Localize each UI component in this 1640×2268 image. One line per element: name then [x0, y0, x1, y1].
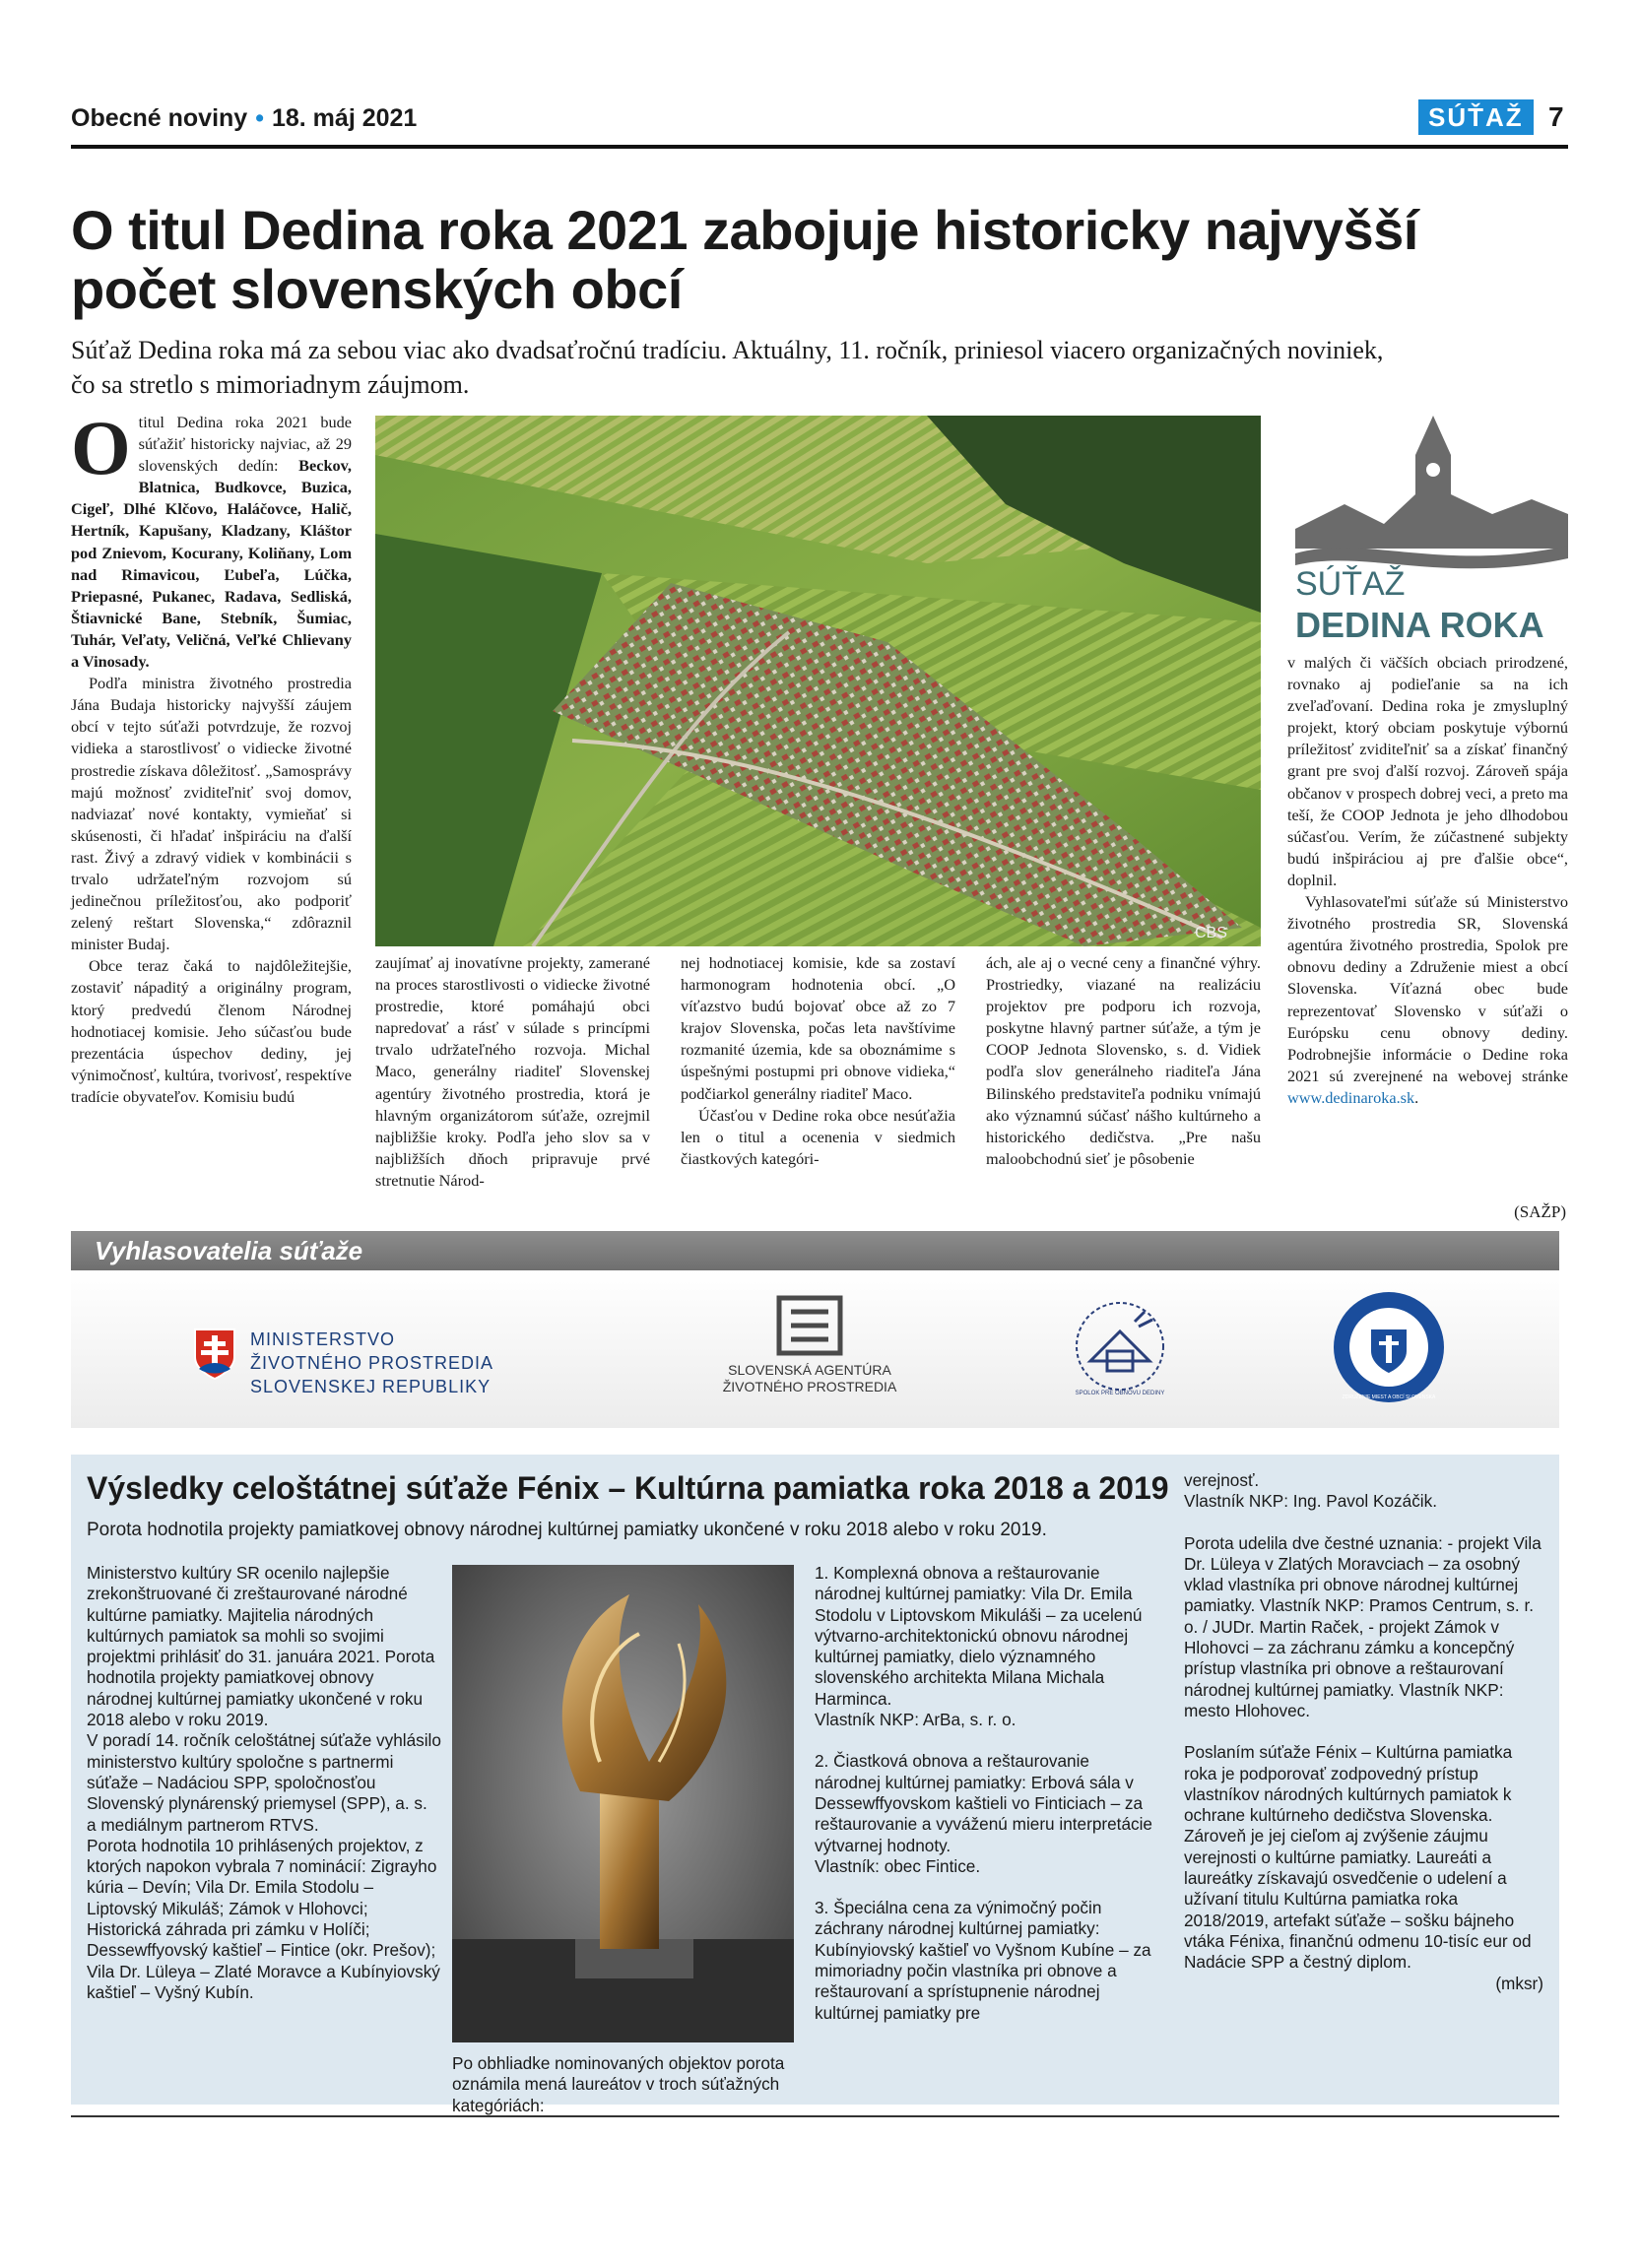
paragraph: nej hodnotiacej komisie, kde sa zostaví harmonogram hodnotenia obcí. „O víťazstvo budú bojovať obce až zo 7 krajov Slovenska, počas leta navštívime rozmanité územia, kde sa oboznámime s úspešnými postupmi pri obnove vidieka,“ podčiarkol generálny riaditeľ Maco.: [681, 953, 955, 1103]
aerial-photo-illustration: [375, 416, 1261, 946]
page-header: [71, 104, 417, 133]
paragraph-text: Vyhlasovateľmi súťaže sú Ministerstvo životného prostredia SR, Slovenská agentúra životného prostredia, Spolok pre obnovu dediny a Združenie miest a obcí Slovenska. Víťazná obec bude reprezentovať Slovensko v súťaži o Európsku cenu obnovy dediny. Podrobnejšie informácie o Dedine roka 2021 sú zverejnené na webovej stránke: [1287, 892, 1568, 1085]
photo-credit: CBS: [1195, 925, 1227, 941]
paragraph: Podľa ministra životného prostredia Jána Budaja historicky najvyšší záujem obcí v tejto súťaži potvrdzuje, že rozvoj vidieka a starostlivosť o vidiecke životné prostredie získava dôležitosť. „Samosprávy majú možnosť zviditeľniť svoj domov, nadviazať nové kontakty, vymieňať si skúsenosti, či hľadať inšpiráciu na ďalší rast. Živý a zdravý vidiek v kombinácii s trvalo udržateľným rozvojom sú jedinečnou príležitosťou, ako podporiť zelený reštart Slovenska,“ zdôraznil minister Budaj.: [71, 674, 352, 954]
fenix-column-3: [815, 1563, 1159, 2024]
separator-dot: •: [255, 104, 264, 132]
owner-line: Vlastník NKP: Ing. Pavol Kozáčik.: [1184, 1491, 1437, 1512]
lead-line-1: Súťaž Dedina roka má za sebou viac ako dvadsaťročnú tradíciu. Aktuálny, 11. ročník, priniesol viacero organizačných noviniek,: [71, 336, 1384, 364]
publication-name: Obecné noviny: [71, 104, 248, 132]
paragraph: Účasťou v Dedine roka obce nesúťažia len o titul a ocenenia v siedmich čiastkových kategóri-: [681, 1105, 955, 1168]
logo-text-1: SÚŤAŽ: [1295, 565, 1406, 603]
fenix-column-1: [87, 1563, 441, 2003]
article-column-1: [71, 405, 352, 1108]
fenix-title: Výsledky celoštátnej súťaže Fénix – Kultúrna pamiatka roka 2018 a 2019: [87, 1470, 1169, 1506]
paragraph: Obce teraz čaká to najdôležitejšie, zostaviť nápaditý a originálny program, ktorý predvedú členom Národnej hodnotiacej komisie. Jeho súčasťou bude prezentácia úspechov dediny, jej výnimočnosť, kultúra, tvorivosť, respektíve tradície obyvateľov. Komisiu budú: [71, 956, 352, 1106]
spolok-name: SPOLOK PRE OBNOVU DEDINY: [1075, 1391, 1165, 1396]
slovak-coat-of-arms-icon: [193, 1328, 236, 1381]
article-lead: [71, 333, 1588, 402]
honorable-mentions: Porota udelila dve čestné uznania: - projekt Vila Dr. Lüleya v Zlatých Moravciach – za osobný vklad vlastníka pri obnove národnej kultúrnej pamiatky. Vlastník NKP: Pramos Centrum, s. r. o. / JUDr. Martin Raček, - projekt Zámok v Hlohovci – za záchranu zámku a koncepčný prístup vlastníka pri obnove a reštaurovaní národnej kultúrnej pamiatky. Vlastník NKP: mesto Hlohovec.: [1184, 1532, 1542, 1720]
agency-name-line: ŽIVOTNÉHO PROSTREDIA: [722, 1379, 897, 1394]
paragraph: Ministerstvo kultúry SR ocenilo najlepšie zrekonštruované či zreštaurované národné kultúrne pamiatky. Majitelia národných kultúrnych pamiatok sa mohli so svojimi projektmi prihlásiť do 31. januára 2021. Porota hodnotila projekty pamiatkovej obnovy národnej kultúrnej pamiatky ukončené v roku 2018 alebo v roku 2019.: [87, 1563, 435, 1730]
fenix-subtitle: Porota hodnotila projekty pamiatkovej obnovy národnej kultúrnej pamiatky ukončené v roku 2018 alebo v roku 2019.: [87, 1520, 1047, 1540]
agency-name: [701, 1362, 918, 1395]
rubric-label: SÚŤAŽ: [1418, 99, 1534, 135]
category-1: 1. Komplexná obnova a reštaurovanie národnej kultúrnej pamiatky: Vila Dr. Emila Stodolu v Liptovskom Mikuláši – za ucelenú výtvarno-architektonickú obnovu národnej kultúrnej pamiatky, dielo významného slovenského architekta Milana Michala Harminca.: [815, 1563, 1143, 1709]
zmos-name: ZDRUŽENIE MIEST A OBCÍ SLOVENSKA: [1342, 1394, 1436, 1400]
ministry-name-line: SLOVENSKEJ REPUBLIKY: [250, 1377, 492, 1396]
article-column-2: [375, 952, 650, 1192]
paragraph: verejnosť.: [1184, 1470, 1260, 1490]
fenix-trophy-photo: [452, 1565, 794, 2042]
ministry-name: [250, 1328, 493, 1398]
article-signature: (SAŽP): [1514, 1202, 1566, 1221]
category-2: 2. Čiastková obnova a reštaurovanie národnej kultúrnej pamiatky: Erbová sála v Dessewffyovskom kaštieli vo Finticiach – za reštaurovanie a vyváženú mieru interpretácie výtvarnej hodnoty.: [815, 1751, 1152, 1855]
sazp-emblem-icon: [775, 1294, 844, 1357]
zmos-logo: [1332, 1290, 1446, 1404]
zmos-emblem-icon: [1332, 1290, 1446, 1404]
village-list: Beckov, Blatnica, Budkovce, Buzica, Cigeľ, Dlhé Klčovo, Haláčovce, Halič, Hertník, Kapušany, Kladzany, Kláštor pod Znievom, Kocurany, Koliňany, Lom nad Rimavicou, Ľubeľa, Lúčka, Priepasné, Pukanec, Radava, Sedliská, Štiavnické Bane, Stebník, Šumiac, Tuhár, Veľaty, Veličná, Veľké Chlievany a Vinosady.: [71, 456, 352, 672]
paragraph: zaujímať aj inovatívne projekty, zamerané na proces starostlivosti o vidiecke životné prostredie, ktoré pomáhajú obci napredovať a rásť v súlade s princípmi trvalo udržateľného rozvoja. Michal Maco, generálny riaditeľ Slovenskej agentúry životného prostredia, ktorá je hlavným organizátorom súťaže, ozrejmil najbližšie kroky. Podľa jeho slov sa v najbližších dňoch pripravuje prvé stretnutie Národ-: [375, 953, 650, 1190]
dedina-roka-logo: [1285, 416, 1568, 647]
ministry-name-line: MINISTERSTVO: [250, 1329, 396, 1349]
spolok-emblem-icon: [1066, 1292, 1174, 1400]
fenix-signature: (mksr): [1495, 1973, 1543, 1993]
bottom-rule: [71, 2115, 1559, 2117]
header-rule: [71, 145, 1568, 149]
village-aerial-photo: [375, 416, 1261, 946]
sponsors-bar: [71, 1231, 1559, 1270]
article-column-4: [986, 952, 1261, 1170]
paragraph: v malých či väčších obciach prirodzené, rovnako aj podieľanie sa na ich zveľaďovaní. Dedina roka je zmysluplný projekt, ktorý obciam poskytuje výbornú príležitosť zviditeľniť sa a získať finančný grant pre svoj ďalší rozvoj. Zároveň spája občanov v prospech dobrej veci, a preto ma teší, že COOP Jednota je jeho dlhodobou súčasťou. Verím, že zúčastnené subjekty budú inšpiráciou aj pre ďalšie obce“, doplnil.: [1287, 653, 1568, 889]
website-link[interactable]: www.dedinaroka.sk: [1287, 1087, 1415, 1107]
village-church-logo-icon: [1285, 416, 1568, 647]
paragraph: Porota hodnotila 10 prihlásených projektov, z ktorých napokon vybrala 7 nominácií: Zigrayho kúria – Devín; Vila Dr. Emila Stodolu – Liptovský Mikuláš; Zámok v Hlohovci; Historická záhrada pri zámku v Holíči; Dessewffyovský kaštieľ – Fintice (okr. Prešov); Vila Dr. Lüleya – Zlaté Moravce a Kubínyiovský kaštieľ – Vyšný Kubín.: [87, 1835, 440, 2002]
paragraph: V poradí 14. ročník celoštátnej súťaže vyhlásilo ministerstvo kultúry spoločne s partnermi súťaže – Nadáciou SPP, spoločnosťou Slovenský plynárenský priemysel (SPP), a. s. a mediálnym partnerom RTVS.: [87, 1730, 441, 1835]
lead-line-2: čo sa stretlo s mimoriadnym záujmom.: [71, 370, 470, 399]
title-line-1: O titul Dedina roka 2021 zabojuje historicky najvyšší: [71, 199, 1418, 261]
category-3: 3. Špeciálna cena za výnimočný počin záchrany národnej kultúrnej pamiatky: Kubínyiovský kaštieľ vo Vyšnom Kubíne – za mimoriadny počin vlastníka pri obnove a reštaurovaní a sprístupnenie národnej kultúrnej pamiatky pre: [815, 1898, 1151, 2023]
article-column-5: [1287, 652, 1568, 1109]
drop-cap: O: [71, 405, 131, 490]
ministry-name-line: ŽIVOTNÉHO PROSTREDIA: [250, 1353, 494, 1373]
paragraph: [71, 405, 352, 673]
paragraph: ách, ale aj o vecné ceny a finančné výhry. Prostriedky, viazané na realizáciu projektov pre podporu ich rozvoja, poskytne hlavný partner súťaže, a tým je COOP Jednota Slovensko, s. d. Vidiek podľa slov generálneho riaditeľa Jána Bilinského predstaviteľa podniku vnímajú ako významnú súčasť nášho kultúrneho a historického dedičstva. „Pre našu maloobchodnú sieť je pôsobenie: [986, 953, 1261, 1168]
photo-caption: Po obhliadke nominovaných objektov porota oznámila mená laureátov v troch súťažných kategóriách:: [452, 2053, 785, 2115]
category-2-owner: Vlastník: obec Fintice.: [815, 1855, 981, 1876]
trophy-illustration: [452, 1565, 794, 2042]
sazp-logo: [701, 1294, 918, 1395]
category-1-owner: Vlastník NKP: ArBa, s. r. o.: [815, 1710, 1017, 1730]
fenix-results-box: [71, 1455, 1559, 2115]
paragraph: Poslaním súťaže Fénix – Kultúrna pamiatka roka je podporovať zodpovedný prístup vlastníkov národných kultúrnych pamiatok k ochrane kultúrneho dedičstva Slovenska. Zároveň je jej cieľom aj zvýšenie záujmu verejnosti o kultúrne pamiatky. Laureáti a laureátky získavajú osvedčenie o udelení a užívaní titulu Kultúrna pamiatka roka 2018/2019, artefakt súťaže – sošku bájneho vtáka Fénixa, finančnú odmenu 10-tisíc eur od Nadácie SPP a čestný diplom.: [1184, 1742, 1532, 1973]
page-number: 7: [1548, 101, 1564, 132]
fenix-column-4: [1184, 1470, 1543, 1994]
article-column-3: [681, 952, 955, 1170]
paragraph: Vyhlasovateľmi súťaže sú Ministerstvo životného prostredia SR, Slovenská agentúra životného prostredia, Spolok pre obnovu dediny a Združenie miest a obcí Slovenska. Víťazná obec bude reprezentovať Slovensko v súťaži o Európsku cenu obnovy dediny. Podrobnejšie informácie o Dedine roka 2021 sú zverejnené na webovej stránke www.dedinaroka.sk.: [1287, 892, 1568, 1107]
article-title: [71, 201, 1588, 319]
issue-date: 18. máj 2021: [271, 104, 418, 132]
title-line-2: počet slovenských obcí: [71, 258, 683, 320]
intro-text: titul Dedina roka 2021 bude súťažiť historicky najviac, až 29 slovenských dedín:: [138, 413, 352, 476]
sponsors-title: Vyhlasovatelia súťaže: [95, 1236, 363, 1265]
spolok-logo: [1066, 1292, 1174, 1400]
agency-name-line: SLOVENSKÁ AGENTÚRA: [728, 1362, 891, 1378]
sponsors-logos: [71, 1270, 1559, 1428]
logo-text-2: DEDINA ROKA: [1295, 605, 1544, 645]
